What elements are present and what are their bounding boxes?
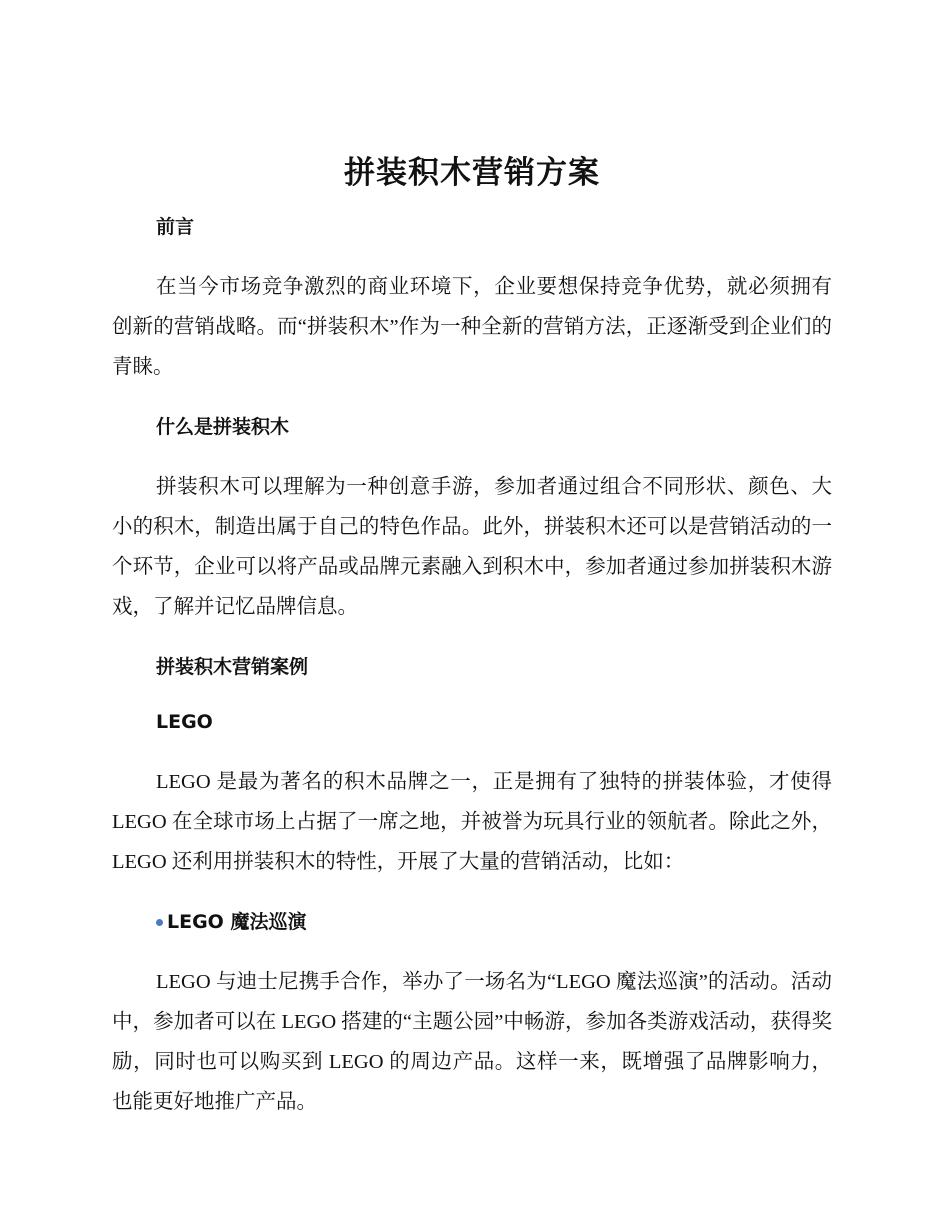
heading-what-is: 什么是拼装积木 [156,416,290,438]
bullet-icon [156,919,163,926]
paragraph-lego: LEGO 是最为著名的积木品牌之一，正是拥有了独特的拼装体验，才使得 LEGO 在全球市场上占据了一席之地，并被誉为玩具行业的领航者。除此之外，LEGO 还利用拼装积木的特性，开展了大量的营销活动，比如： [112,771,832,873]
bullet-item-label: LEGO 魔法巡演 [167,911,307,933]
document-body [112,148,832,1147]
heading-lego: LEGO [156,711,213,733]
paragraph-preface: 在当今市场竞争激烈的商业环境下，企业要想保持竞争优势，就必须拥有创新的营销战略。而“拼装积木”作为一种全新的营销方法，正逐渐受到企业们的青睐。 [112,276,832,378]
paragraph-lego-magic-tour: LEGO 与迪士尼携手合作，举办了一场名为“LEGO 魔法巡演”的活动。活动中，参加者可以在 LEGO 搭建的“主题公园”中畅游，参加各类游戏活动，获得奖励，同时也可以购买到 LEGO 的周边产品。这样一来，既增强了品牌影响力，也能更好地推广产品。 [112,971,832,1113]
bullet-item-lego-magic-tour [112,907,832,937]
paragraph-what-is: 拼装积木可以理解为一种创意手游，参加者通过组合不同形状、颜色、大小的积木，制造出属于自己的特色作品。此外，拼装积木还可以是营销活动的一个环节，企业可以将产品或品牌元素融入到积木中，参加者通过参加拼装积木游戏，了解并记忆品牌信息。 [112,476,832,618]
heading-cases: 拼装积木营销案例 [156,656,309,678]
document-title: 拼装积木营销方案 [344,155,600,191]
heading-preface: 前言 [156,216,195,238]
